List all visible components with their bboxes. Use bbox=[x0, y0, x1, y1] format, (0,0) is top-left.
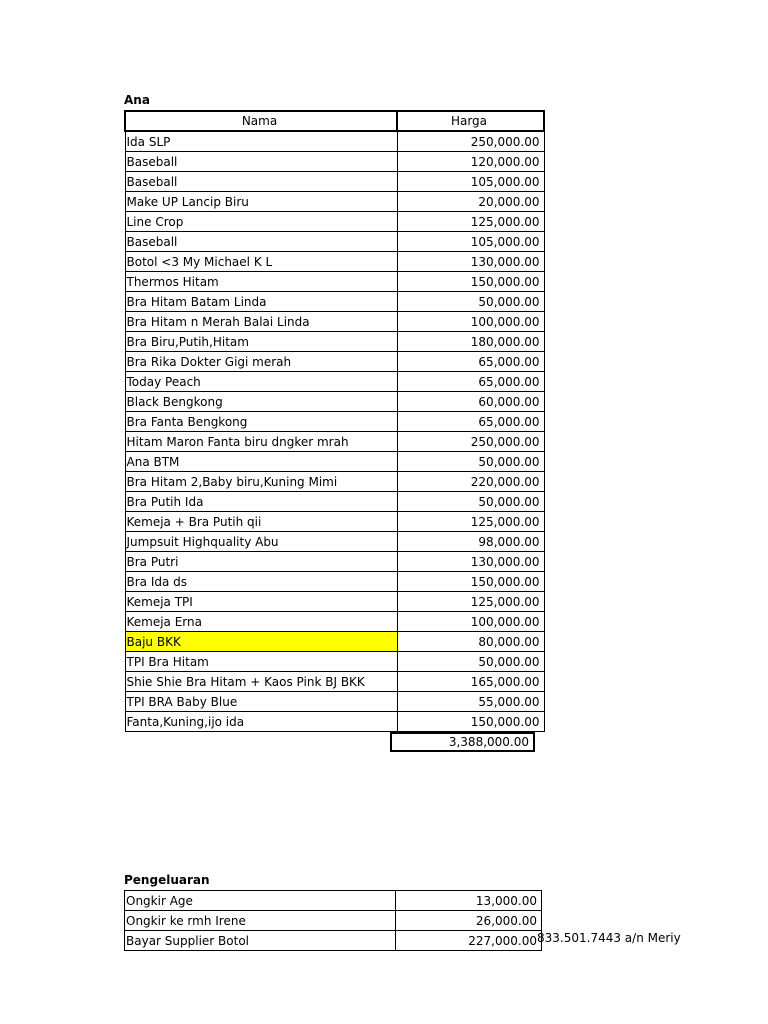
table-row bbox=[125, 131, 544, 152]
item-name: Baju BKK bbox=[125, 632, 397, 652]
item-price: 100,000.00 bbox=[397, 612, 544, 632]
table-row bbox=[125, 192, 544, 212]
table-row bbox=[125, 552, 544, 572]
table-row bbox=[125, 931, 542, 951]
item-name: Make UP Lancip Biru bbox=[125, 192, 397, 212]
header-harga: Harga bbox=[397, 111, 544, 131]
item-name: Ida SLP bbox=[125, 131, 397, 152]
table-row bbox=[125, 692, 544, 712]
expenses-body bbox=[125, 891, 542, 951]
item-name: Today Peach bbox=[125, 372, 397, 392]
item-name: Ongkir Age bbox=[125, 891, 396, 911]
table-row bbox=[125, 432, 544, 452]
item-name: Shie Shie Bra Hitam + Kaos Pink BJ BKK bbox=[125, 672, 397, 692]
table-row bbox=[125, 212, 544, 232]
item-price: 65,000.00 bbox=[397, 412, 544, 432]
item-name: Ongkir ke rmh Irene bbox=[125, 911, 396, 931]
item-name: Botol <3 My Michael K L bbox=[125, 252, 397, 272]
item-name: Kemeja + Bra Putih qii bbox=[125, 512, 397, 532]
table-row bbox=[125, 612, 544, 632]
item-name: Bra Putih Ida bbox=[125, 492, 397, 512]
item-name: Ana BTM bbox=[125, 452, 397, 472]
item-price: 60,000.00 bbox=[397, 392, 544, 412]
table-row bbox=[125, 392, 544, 412]
item-price: 50,000.00 bbox=[397, 452, 544, 472]
item-name: Bra Biru,Putih,Hitam bbox=[125, 332, 397, 352]
item-name: Bra Ida ds bbox=[125, 572, 397, 592]
table-row bbox=[125, 352, 544, 372]
table-row bbox=[125, 532, 544, 552]
table-row bbox=[125, 572, 544, 592]
item-name: Kemeja Erna bbox=[125, 612, 397, 632]
item-price: 220,000.00 bbox=[397, 472, 544, 492]
table-row bbox=[125, 712, 544, 732]
table-row bbox=[125, 632, 544, 652]
item-price: 65,000.00 bbox=[397, 372, 544, 392]
expense-note: 833.501.7443 a/n Meriy bbox=[537, 931, 681, 945]
item-name: Bra Rika Dokter Gigi merah bbox=[125, 352, 397, 372]
item-price: 250,000.00 bbox=[397, 432, 544, 452]
table-row bbox=[125, 312, 544, 332]
item-price: 130,000.00 bbox=[397, 552, 544, 572]
item-name: TPI Bra Hitam bbox=[125, 652, 397, 672]
item-price: 165,000.00 bbox=[397, 672, 544, 692]
item-price: 55,000.00 bbox=[397, 692, 544, 712]
item-price: 250,000.00 bbox=[397, 131, 544, 152]
table-row bbox=[125, 252, 544, 272]
total-cell: 3,388,000.00 bbox=[390, 732, 535, 752]
item-price: 26,000.00 bbox=[396, 911, 542, 931]
item-name: Line Crop bbox=[125, 212, 397, 232]
table-row bbox=[125, 512, 544, 532]
table-row bbox=[125, 232, 544, 252]
item-name: Bra Fanta Bengkong bbox=[125, 412, 397, 432]
item-name: TPI BRA Baby Blue bbox=[125, 692, 397, 712]
header-nama: Nama bbox=[125, 111, 397, 131]
item-price: 50,000.00 bbox=[397, 492, 544, 512]
table-header-row bbox=[125, 111, 544, 131]
item-price: 100,000.00 bbox=[397, 312, 544, 332]
item-price: 50,000.00 bbox=[397, 292, 544, 312]
table-row bbox=[125, 152, 544, 172]
item-name: Black Bengkong bbox=[125, 392, 397, 412]
table-row bbox=[125, 911, 542, 931]
table-row bbox=[125, 332, 544, 352]
items-table bbox=[124, 110, 545, 732]
item-name: Jumpsuit Highquality Abu bbox=[125, 532, 397, 552]
item-price: 13,000.00 bbox=[396, 891, 542, 911]
item-price: 105,000.00 bbox=[397, 172, 544, 192]
section-title-ana: Ana bbox=[124, 93, 150, 107]
item-name: Baseball bbox=[125, 172, 397, 192]
item-name: Baseball bbox=[125, 152, 397, 172]
item-price: 130,000.00 bbox=[397, 252, 544, 272]
item-price: 125,000.00 bbox=[397, 512, 544, 532]
table-row bbox=[125, 891, 542, 911]
item-price: 150,000.00 bbox=[397, 572, 544, 592]
item-name: Bra Hitam Batam Linda bbox=[125, 292, 397, 312]
item-price: 20,000.00 bbox=[397, 192, 544, 212]
item-price: 125,000.00 bbox=[397, 592, 544, 612]
table-row bbox=[125, 492, 544, 512]
item-price: 150,000.00 bbox=[397, 272, 544, 292]
item-price: 50,000.00 bbox=[397, 652, 544, 672]
table-row bbox=[125, 472, 544, 492]
expenses-table bbox=[124, 890, 542, 951]
item-price: 125,000.00 bbox=[397, 212, 544, 232]
item-name: Kemeja TPI bbox=[125, 592, 397, 612]
table-row bbox=[125, 412, 544, 432]
items-body bbox=[125, 131, 544, 732]
table-row bbox=[125, 672, 544, 692]
item-name: Hitam Maron Fanta biru dngker mrah bbox=[125, 432, 397, 452]
table-row bbox=[125, 452, 544, 472]
item-price: 180,000.00 bbox=[397, 332, 544, 352]
item-price: 80,000.00 bbox=[397, 632, 544, 652]
table-row bbox=[125, 652, 544, 672]
item-price: 150,000.00 bbox=[397, 712, 544, 732]
table-row bbox=[125, 272, 544, 292]
item-name: Thermos Hitam bbox=[125, 272, 397, 292]
item-price: 98,000.00 bbox=[397, 532, 544, 552]
item-name: Bayar Supplier Botol bbox=[125, 931, 396, 951]
table-row bbox=[125, 592, 544, 612]
item-price: 227,000.00 bbox=[396, 931, 542, 951]
item-price: 120,000.00 bbox=[397, 152, 544, 172]
table-row bbox=[125, 292, 544, 312]
table-row bbox=[125, 172, 544, 192]
table-row bbox=[125, 372, 544, 392]
item-name: Bra Putri bbox=[125, 552, 397, 572]
section-title-pengeluaran: Pengeluaran bbox=[124, 873, 210, 887]
item-price: 65,000.00 bbox=[397, 352, 544, 372]
item-name: Bra Hitam 2,Baby biru,Kuning Mimi bbox=[125, 472, 397, 492]
item-price: 105,000.00 bbox=[397, 232, 544, 252]
item-name: Baseball bbox=[125, 232, 397, 252]
item-name: Fanta,Kuning,ijo ida bbox=[125, 712, 397, 732]
item-name: Bra Hitam n Merah Balai Linda bbox=[125, 312, 397, 332]
